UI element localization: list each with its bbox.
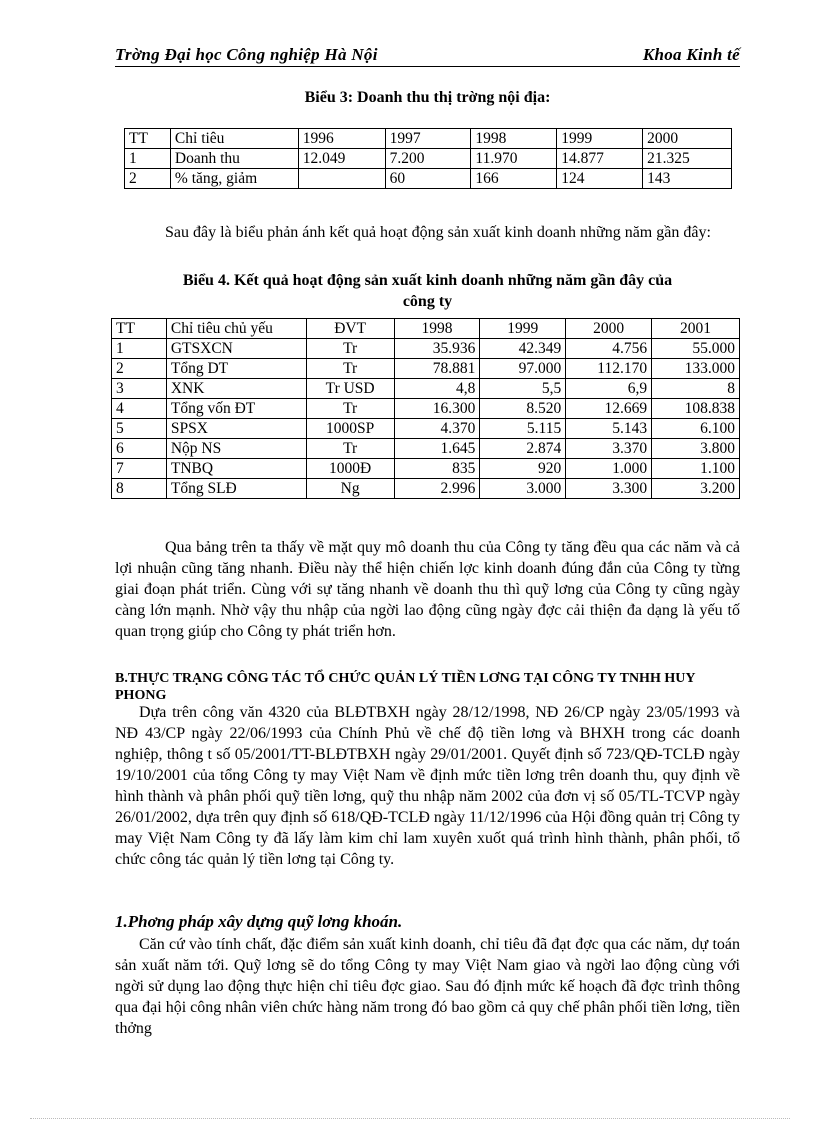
intro-paragraph: Sau đây là biểu phản ánh kết quả hoạt động sản xuất kinh doanh những năm gần đây: xyxy=(165,224,711,241)
table-cell: Tr xyxy=(306,439,394,459)
table-cell: 5.143 xyxy=(566,419,652,439)
table-header-cell: TT xyxy=(125,129,171,149)
table-cell: Doanh thu xyxy=(170,149,298,169)
table-cell: 2.996 xyxy=(394,479,480,499)
table-cell: TNBQ xyxy=(166,459,306,479)
table-header-cell: TT xyxy=(112,319,167,339)
table-cell: 112.170 xyxy=(566,359,652,379)
table4 xyxy=(111,318,740,499)
table-cell: Tr xyxy=(306,339,394,359)
table-cell: 42.349 xyxy=(480,339,566,359)
table-cell: 5 xyxy=(112,419,167,439)
table3 xyxy=(124,128,732,189)
table-cell: Tổng SLĐ xyxy=(166,479,306,499)
table-cell: 6 xyxy=(112,439,167,459)
table-header-row xyxy=(112,319,740,339)
table-cell: 11.970 xyxy=(471,149,557,169)
table-cell: 6.100 xyxy=(652,419,740,439)
table4-title-line1: Biểu 4. Kết quả hoạt động sản xuất kinh doanh những năm gần đây của xyxy=(182,272,673,289)
table-cell: 60 xyxy=(385,169,471,189)
table-cell: 3.000 xyxy=(480,479,566,499)
table-cell: % tăng, giảm xyxy=(170,169,298,189)
table-cell: 3 xyxy=(112,379,167,399)
table-cell: GTSXCN xyxy=(166,339,306,359)
table-cell: 12.669 xyxy=(566,399,652,419)
table-cell: Ng xyxy=(306,479,394,499)
table-row xyxy=(125,169,732,189)
table-cell: 1000SP xyxy=(306,419,394,439)
table-cell: 1.000 xyxy=(566,459,652,479)
table-cell: 1.100 xyxy=(652,459,740,479)
table-row xyxy=(112,339,740,359)
table-cell: 2 xyxy=(125,169,171,189)
table-cell: 166 xyxy=(471,169,557,189)
table-header-cell: Chỉ tiêu chủ yếu xyxy=(166,319,306,339)
table-cell: 7 xyxy=(112,459,167,479)
table-row xyxy=(112,439,740,459)
table-cell: Nộp NS xyxy=(166,439,306,459)
table-cell: 3.370 xyxy=(566,439,652,459)
table-header-cell: ĐVT xyxy=(306,319,394,339)
page-footer-rule xyxy=(30,1118,790,1119)
section-b-paragraph: Dựa trên công văn 4320 của BLĐTBXH ngày 28/12/1998, NĐ 26/CP ngày 23/05/1993 và NĐ 43/CP ngày 22/06/1993 của Chính Phủ về chế độ tiền lơng và BHXH trong các doanh nghiệp, thông t số 05/2001/TT-BLĐTBXH ngày 29/01/2001. Quyết định số 723/QĐ-TCLĐ ngày 19/10/2001 của tổng Công ty may Việt Nam về định mức tiền lơng trên doanh thu, quy định về hình thành và phân phối quỹ tiền lơng, quỹ thu nhập năm 2002 của đơn vị số 05/TL-TCVP ngày 26/01/2002, dựa trên quy định số 618/QĐ-TCLĐ ngày 11/12/1996 của Hội đồng quản trị Công ty may Việt Nam Công ty đã lấy làm kim chỉ lam xuyên xuốt quá trình hình thành, phân phối, tổ chức công tác quản lý tiền lơng tại Công ty. xyxy=(115,704,740,868)
table-row xyxy=(125,149,732,169)
section-1-heading: 1.Phơng pháp xây dựng quỹ lơng khoán. xyxy=(115,912,403,931)
table-cell: 2 xyxy=(112,359,167,379)
table-cell: 108.838 xyxy=(652,399,740,419)
table-cell: 920 xyxy=(480,459,566,479)
table-cell: 3.300 xyxy=(566,479,652,499)
table-cell: 143 xyxy=(643,169,732,189)
table-cell: 6,9 xyxy=(566,379,652,399)
table-cell: Tổng vốn ĐT xyxy=(166,399,306,419)
table-cell xyxy=(298,169,385,189)
table-cell: 78.881 xyxy=(394,359,480,379)
analysis-paragraph: Qua bảng trên ta thấy về mặt quy mô doanh thu của Công ty tăng đều qua các năm và cả lợi nhuận cũng tăng nhanh. Điều này thể hiện chiến lợc kinh doanh đúng đắn của Công ty từng giai đoạn phát triển. Cùng với sự tăng nhanh về doanh thu thì quỹ lơng của Công ty cũng ngày càng lớn mạnh. Nhờ vậy thu nhập của ngời lao động cũng ngày đợc cải thiện đa dạng là yếu tố quan trọng giúp cho Công ty phát triển hơn. xyxy=(115,539,740,640)
table-row xyxy=(112,379,740,399)
table-cell: Tr xyxy=(306,399,394,419)
table-row xyxy=(112,419,740,439)
header-faculty: Khoa Kinh tế xyxy=(642,45,740,64)
table-cell: 3.200 xyxy=(652,479,740,499)
section-b-heading: B.THỰC TRẠNG CÔNG TÁC TỔ CHỨC QUẢN LÝ TIỀN LƠNG TẠI CÔNG TY TNHH HUY PHONG xyxy=(115,671,695,703)
table-cell: 1 xyxy=(112,339,167,359)
table-row xyxy=(112,359,740,379)
table-row xyxy=(112,479,740,499)
table-header-cell: 1999 xyxy=(557,129,643,149)
table-cell: 1.645 xyxy=(394,439,480,459)
table-cell: 4 xyxy=(112,399,167,419)
section-1-paragraph: Căn cứ vào tính chất, đặc điểm sản xuất kinh doanh, chỉ tiêu đã đạt đợc qua các năm, dự toán sản xuất năm tới. Quỹ lơng sẽ do tổng Công ty may Việt Nam giao và ngời lao động cùng với ngời sử dụng lao động thực hiện chỉ tiêu đợc giao. Sau đó định mức kế hoạch đã đợc trình thông qua đại hội công nhân viên chức hàng năm trong đó bao gồm cả quy chế phân phối tiền lơng, tiền thởng xyxy=(115,936,740,1037)
table-cell: 124 xyxy=(557,169,643,189)
table-cell: 97.000 xyxy=(480,359,566,379)
table-header-cell: 2000 xyxy=(566,319,652,339)
table-cell: 133.000 xyxy=(652,359,740,379)
table-cell: 4.370 xyxy=(394,419,480,439)
table-header-cell: 1998 xyxy=(471,129,557,149)
table-row xyxy=(112,399,740,419)
table3-title: Biểu 3: Doanh thu thị trờng nội địa: xyxy=(304,89,551,106)
table-cell: 2.874 xyxy=(480,439,566,459)
table-cell: 3.800 xyxy=(652,439,740,459)
page-header xyxy=(115,44,740,67)
table-cell: Tr xyxy=(306,359,394,379)
table-cell: 8 xyxy=(112,479,167,499)
table-header-cell: 2000 xyxy=(643,129,732,149)
table-cell: 1000Đ xyxy=(306,459,394,479)
table-cell: 5,5 xyxy=(480,379,566,399)
table-cell: 8.520 xyxy=(480,399,566,419)
table-cell: XNK xyxy=(166,379,306,399)
table-cell: Tr USD xyxy=(306,379,394,399)
table-header-cell: 1997 xyxy=(385,129,471,149)
table-cell: 21.325 xyxy=(643,149,732,169)
table-cell: 4.756 xyxy=(566,339,652,359)
table-header-cell: 1996 xyxy=(298,129,385,149)
table-cell: 8 xyxy=(652,379,740,399)
table-cell: 55.000 xyxy=(652,339,740,359)
table-cell: SPSX xyxy=(166,419,306,439)
table-header-cell: Chỉ tiêu xyxy=(170,129,298,149)
table-cell: 12.049 xyxy=(298,149,385,169)
table-cell: 14.877 xyxy=(557,149,643,169)
table-cell: 1 xyxy=(125,149,171,169)
table-header-cell: 1998 xyxy=(394,319,480,339)
table-cell: Tổng DT xyxy=(166,359,306,379)
table-cell: 7.200 xyxy=(385,149,471,169)
table-header-cell: 2001 xyxy=(652,319,740,339)
table-cell: 4,8 xyxy=(394,379,480,399)
header-school: Trờng Đại học Công nghiệp Hà Nội xyxy=(115,45,378,64)
table-header-row xyxy=(125,129,732,149)
table4-title xyxy=(115,270,740,312)
table-cell: 5.115 xyxy=(480,419,566,439)
table4-title-line2: công ty xyxy=(402,293,453,310)
table-row xyxy=(112,459,740,479)
table-cell: 35.936 xyxy=(394,339,480,359)
table-cell: 16.300 xyxy=(394,399,480,419)
table-header-cell: 1999 xyxy=(480,319,566,339)
table-cell: 835 xyxy=(394,459,480,479)
